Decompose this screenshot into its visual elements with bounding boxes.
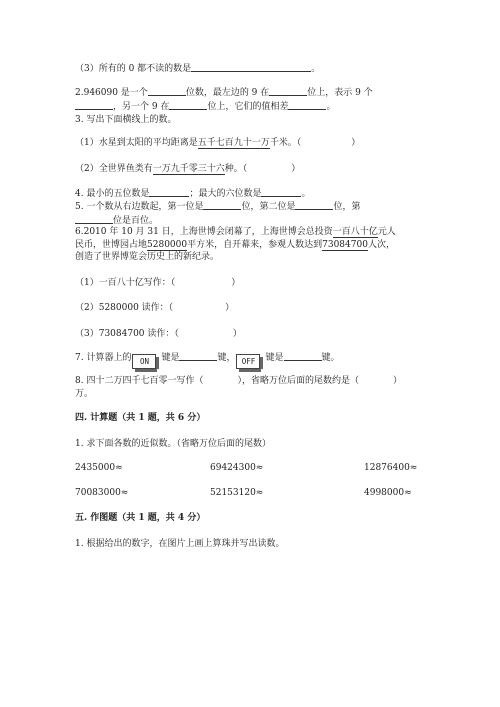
text: 5. 一个数从右边数起，第一位是 xyxy=(75,202,204,212)
answer-blank[interactable] xyxy=(288,100,326,110)
text: ） xyxy=(392,376,402,386)
text: ；最大的六位数是 xyxy=(189,189,262,199)
q3-sub3-line xyxy=(75,62,320,75)
underlined-number: 五千七百九十一万 xyxy=(197,138,270,148)
answer-blank[interactable] xyxy=(284,351,322,361)
q8-line1 xyxy=(75,375,402,387)
answer-blank[interactable] xyxy=(75,100,113,110)
q8-line2: 万。 xyxy=(75,389,94,399)
section5-q1: 1. 根据给出的数字，在图片上画上算珠并写出读数。 xyxy=(75,539,285,549)
calculator-on-key-icon: ON xyxy=(132,354,156,369)
q5-line1 xyxy=(75,200,360,213)
text: ） xyxy=(231,278,241,288)
text: ） xyxy=(351,138,361,148)
text: 。 xyxy=(326,102,336,112)
answer-blank[interactable] xyxy=(75,214,113,224)
answer-blank[interactable] xyxy=(295,200,333,210)
text: ），省略万位后面的尾数约是（ xyxy=(237,376,359,386)
section4-q1: 1. 求下面各数的近似数。（省略万位后面的尾数） xyxy=(75,439,271,449)
text: （3）所有的 0 都不读的数是 xyxy=(75,64,192,74)
q2-line1 xyxy=(75,86,373,99)
text: 。 xyxy=(311,64,321,74)
approx-item: 4998000≈ xyxy=(364,488,412,498)
approx-item: 12876400≈ xyxy=(364,463,418,473)
q3-item2 xyxy=(75,163,300,175)
text: ） xyxy=(225,303,235,313)
q2-line2 xyxy=(75,100,335,113)
text: （2）5280000 读作：（ xyxy=(75,303,174,313)
q7-line xyxy=(75,351,340,369)
text: 位，第 xyxy=(333,202,361,212)
answer-blank[interactable] xyxy=(203,200,241,210)
approx-item: 69424300≈ xyxy=(210,463,264,473)
calculator-off-key-icon: OFF xyxy=(236,354,260,369)
text: ，另一个 9 在 xyxy=(113,102,170,112)
text: 4. 最小的五位数是 xyxy=(75,189,150,199)
text: 键是 xyxy=(161,353,180,363)
approx-item: 2435000≈ xyxy=(75,463,123,473)
text: 键是 xyxy=(265,353,284,363)
underlined-number: 一百八十亿 xyxy=(332,227,378,237)
text: 7. 计算器上的 xyxy=(75,353,132,363)
section5-title: 五. 作图题（共 1 题，共 4 分） xyxy=(75,513,206,523)
text: 2.946090 是一个 xyxy=(75,88,148,98)
text: 民币，世博园占地 xyxy=(75,240,148,250)
text: 键， xyxy=(217,353,236,363)
answer-blank[interactable] xyxy=(191,62,311,72)
q4-line xyxy=(75,187,310,200)
answer-blank[interactable] xyxy=(169,100,207,110)
text: 种。（ xyxy=(224,164,248,174)
text: 位上，表示 9 个 xyxy=(307,88,373,98)
text: 位，第二位是 xyxy=(241,202,296,212)
answer-blank[interactable] xyxy=(261,187,301,197)
q3-title: 3. 写出下面横线上的数。 xyxy=(75,115,177,125)
text: 平方米，自开幕来，参观人数达到 xyxy=(187,240,323,250)
section4-title: 四. 计算题（共 1 题，共 6 分） xyxy=(75,413,206,423)
text: 元人 xyxy=(377,227,396,237)
q6-line3: 创造了世界博览会历史上的新纪录。 xyxy=(75,252,220,262)
text: 千米。（ xyxy=(269,138,302,148)
q6-sub1 xyxy=(75,277,240,289)
q6-sub3 xyxy=(75,328,242,340)
q3-item1 xyxy=(75,137,360,149)
answer-blank[interactable] xyxy=(149,187,189,197)
text: 位是百位。 xyxy=(113,216,159,226)
text: 人次， xyxy=(367,240,395,250)
text: （1）水星到太阳的平均距离是 xyxy=(75,138,198,148)
text: （3）73084700 读作：（ xyxy=(75,329,179,339)
q6-sub2 xyxy=(75,302,234,314)
underlined-number: 5280000 xyxy=(147,240,188,250)
answer-blank[interactable] xyxy=(269,86,307,96)
q6-line2 xyxy=(75,239,395,251)
approx-item: 52153120≈ xyxy=(210,488,264,498)
underlined-number: 一万九千零三十六 xyxy=(152,164,225,174)
text: （1）一百八十亿写作：（ xyxy=(75,278,176,288)
answer-blank[interactable] xyxy=(148,86,186,96)
text: 6.2010 年 10 月 31 日，上海世博会闭幕了，上海世博会总投资 xyxy=(75,227,333,237)
text: ） xyxy=(232,329,242,339)
underlined-number: 73084700 xyxy=(322,240,368,250)
text: 位上，它们的值相差 xyxy=(207,102,289,112)
approx-item: 70083000≈ xyxy=(75,488,129,498)
text: 。 xyxy=(301,189,311,199)
answer-blank[interactable] xyxy=(179,351,217,361)
q6-line1 xyxy=(75,226,396,238)
text: 8. 四十二万四千七百零一写作（ xyxy=(75,376,204,386)
text: （2）全世界鱼类有 xyxy=(75,164,153,174)
text: 位数，最左边的 9 在 xyxy=(185,88,270,98)
text: 键。 xyxy=(321,353,340,363)
text: ） xyxy=(291,164,301,174)
